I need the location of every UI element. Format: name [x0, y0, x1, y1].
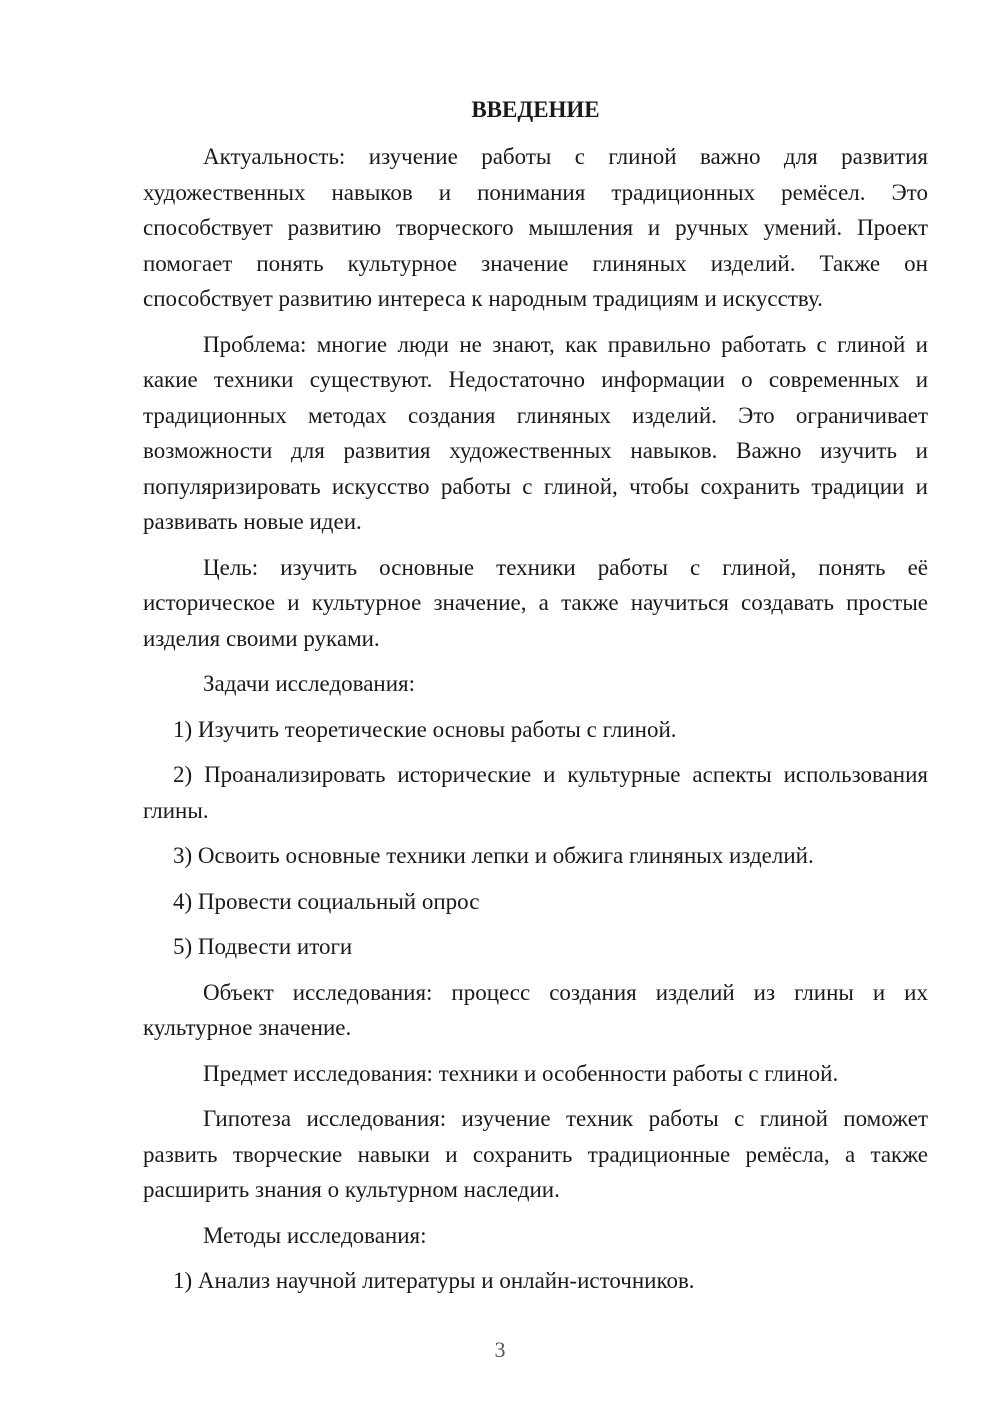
- list-item: 3) Освоить основные техники лепки и обжига глиняных изделий.: [173, 843, 814, 868]
- paragraph-subject: Предмет исследования: техники и особенности работы с глиной.: [203, 1060, 839, 1086]
- methods-heading: Методы исследования:: [203, 1222, 427, 1248]
- list-item: 1) Анализ научной литературы и онлайн-источников.: [173, 1268, 695, 1293]
- list-item: 1) Изучить теоретические основы работы с глиной.: [173, 716, 677, 742]
- tasks-heading: Задачи исследования:: [203, 671, 416, 696]
- list-item: 4) Провести социальный опрос: [173, 888, 480, 914]
- paragraph-problem: Проблема: многие люди не знают, как правильно работать с глиной и какие техники существуют. Недостаточно информации о современных и традиционных методах создания глиняных изделий. Это ограничивает возможности для развития художественных навыков. Важно изучить и популяризировать искусство работы с глиной, чтобы сохранить традиции и развивать новые идеи.: [143, 331, 928, 534]
- paragraph-relevance: Актуальность: изучение работы с глиной важно для развития художественных навыков и понимания традиционных ремёсел. Это способствует развитию творческого мышления и ручных умений. Проект помогает понять культурное значение глиняных изделий. Также он способствует развитию интереса к народным традициям и искусству.: [143, 144, 928, 311]
- paragraph-goal: Цель: изучить основные техники работы с глиной, понять её историческое и культурное значение, а также научиться создавать простые изделия своими руками.: [143, 554, 928, 651]
- list-item: 2) Проанализировать исторические и культурные аспекты использования глины.: [143, 762, 928, 823]
- page-title: ВВЕДЕНИЕ: [471, 97, 600, 122]
- paragraph-hypothesis: Гипотеза исследования: изучение техник работы с глиной поможет развить творческие навыки и сохранить традиционные ремёсла, а также расширить знания о культурном наследии.: [143, 1106, 928, 1202]
- page-number: 3: [494, 1337, 506, 1362]
- page-content: [143, 92, 928, 1309]
- paragraph-object: Объект исследования: процесс создания изделий из глины и их культурное значение.: [143, 979, 928, 1040]
- list-item: 5) Подвести итоги: [173, 934, 353, 959]
